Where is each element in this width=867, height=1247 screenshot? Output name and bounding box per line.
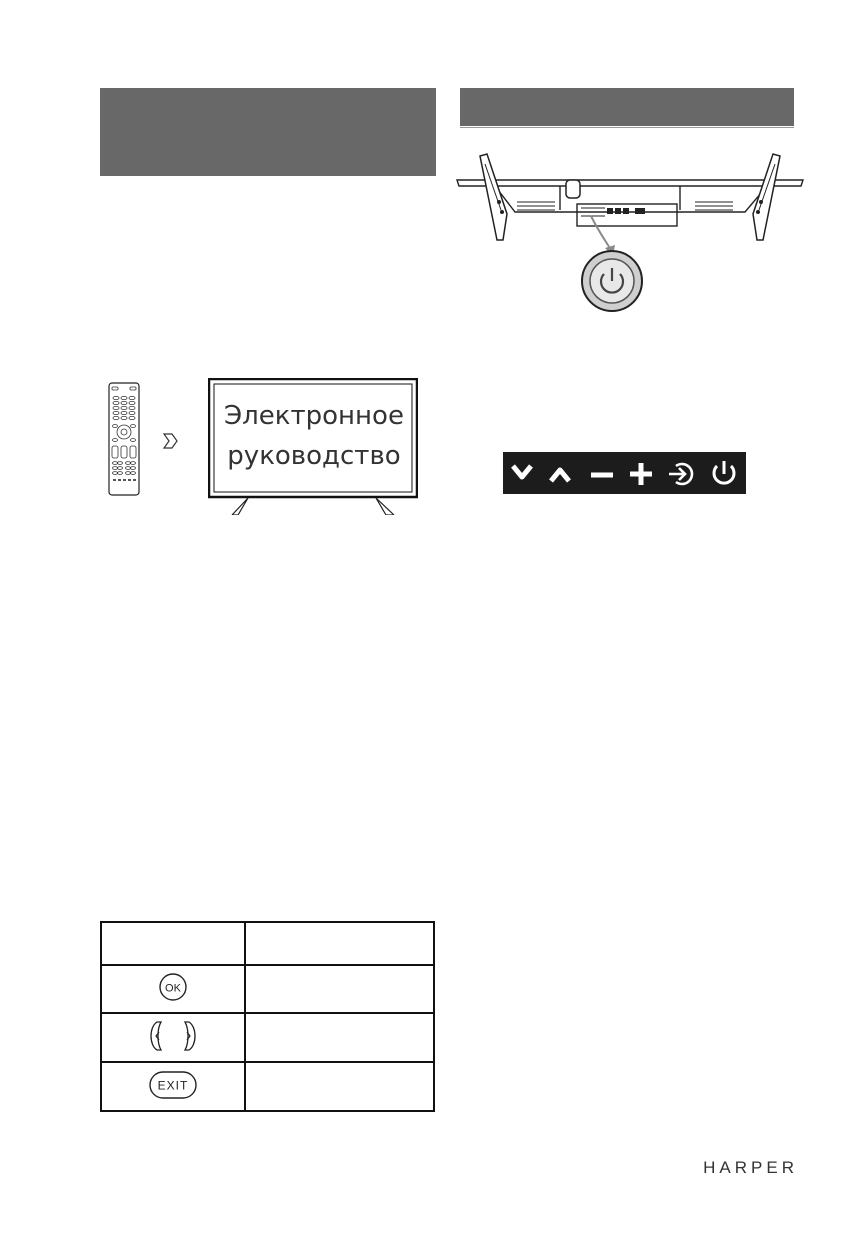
table-row (101, 965, 434, 1014)
tv-screen-line1: Электронное (224, 401, 404, 431)
remote-control-illustration (108, 382, 140, 496)
table-cell (245, 965, 434, 1014)
exit-key-icon (147, 1069, 199, 1101)
table-cell (101, 1062, 245, 1111)
table-row (101, 1062, 434, 1111)
chevron-right-icon (160, 430, 180, 452)
remote-keys-table (100, 921, 435, 1112)
table-cell (101, 965, 245, 1014)
left-right-keys-icon (143, 1019, 203, 1053)
brand-logo: HARPER (703, 1158, 798, 1177)
table-cell (245, 1062, 434, 1111)
table-cell (101, 1013, 245, 1062)
callout-arrow (591, 216, 611, 250)
tv-screen-line2: руководство (227, 441, 401, 471)
table-header-row (101, 922, 434, 965)
tv-rear-illustration (455, 150, 805, 320)
section-header-left (100, 88, 436, 176)
tv-control-buttons-panel (503, 452, 746, 494)
table-header-cell (245, 922, 434, 965)
section-header-right (460, 88, 794, 126)
svg-text:EXIT: EXIT (157, 1078, 189, 1093)
table-row (101, 1013, 434, 1062)
svg-text:OK: OK (165, 982, 181, 995)
ok-key-icon (154, 972, 192, 1002)
tv-screen-text (214, 396, 414, 476)
table-cell (245, 1013, 434, 1062)
table-header-cell (101, 922, 245, 965)
